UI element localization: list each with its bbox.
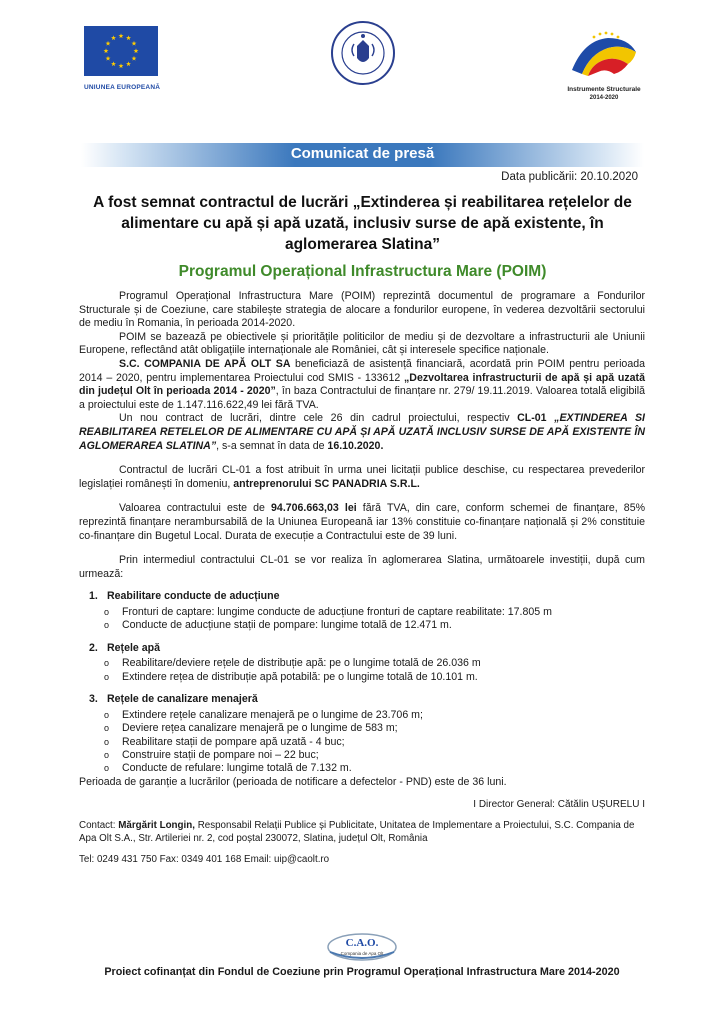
cao-logo-tagline: Compania de Apa Olt <box>340 951 384 956</box>
contract-code: CL-01 <box>517 412 547 425</box>
bullet-icon: o <box>104 620 110 631</box>
paragraph-poim-objectives: POIM se bazează pe obiectivele și prioritățile politicilor de mediu și de dezvoltare a infrastructurii ale Uniunii Europene, reflectând atât obligațiile internaționale ale României, cât și interesele specifice naționale. <box>79 330 645 357</box>
list-item: o Reabilitare/deviere rețele de distribuție apă: pe o lungime totală de 26.036 m <box>104 657 481 670</box>
publication-date: Data publicării: 20.10.2020 <box>501 171 638 183</box>
program-title: Programul Operațional Infrastructura Mare (POIM) <box>178 263 547 280</box>
section-list <box>79 709 645 776</box>
contact-phone: Tel: 0249 431 750 Fax: 0349 401 168 Email: uip@caolt.ro <box>79 853 330 865</box>
cao-logo <box>324 930 400 964</box>
section-list <box>79 657 645 684</box>
contract-text-2: , s-a semnat în data de <box>216 439 328 452</box>
footer: Proiect cofinanțat din Fondul de Coeziune prin Programul Operațional Infrastructura Mare 2014-2020 <box>104 966 620 978</box>
bullet-icon: o <box>104 658 110 669</box>
instrumente-structurale-years: 2014-2020 <box>589 95 619 101</box>
article-body <box>79 290 645 866</box>
project-title: „Dezvoltarea infrastructurii de apă și apă uzată din județul Olt în perioada 2014 - 2020” <box>79 371 645 398</box>
bullet-icon: o <box>104 763 110 774</box>
bullet-icon: o <box>104 723 110 734</box>
list-item: o Conducte de aducțiune stații de pompare: lungime totală de 12.471 m. <box>104 619 452 632</box>
eu-logo-caption: UNIUNEA EUROPEANĂ <box>84 84 161 91</box>
instrumente-structurale-icon <box>562 30 646 86</box>
instrumente-structurale-caption: Instrumente Structurale <box>567 86 641 93</box>
contract-value: 94.706.663,03 lei <box>271 502 357 515</box>
government-seal-icon <box>330 20 396 86</box>
list-item: o Reabilitare stații de pompare apă uzată - 4 buc; <box>104 735 345 748</box>
contractor-text: Contractul de lucrări CL-01 a fost atribuit în urma unei licitații publice deschise, cu respectarea prevederilor legislației românești în domeniu, <box>79 464 645 490</box>
beneficiary-text-2: , în baza Contractului de finanțare nr. 279/ 19.11.2019. Valoarea totală eligibilă a proiectului este de 1.147.116.622,49 lei fără TVA. <box>79 385 646 411</box>
bullet-icon: o <box>104 671 110 682</box>
contact-name: Mărgărit Longin, <box>118 819 195 831</box>
section-heading: 3. Rețele de canalizare menajeră <box>89 693 258 706</box>
eu-flag-icon <box>84 26 158 76</box>
paragraph-new-contract <box>79 412 645 453</box>
bullet-icon: o <box>104 749 110 760</box>
list-item: o Extindere rețea de distribuție apă potabilă: pe o lungime totală de 10.101 m. <box>104 670 478 683</box>
list-item: o Fronturi de captare: lungime conducte de aducțiune fronturi de captare reabilitate: 17.805 m <box>104 605 552 618</box>
list-item: o Extindere rețele canalizare menajeră pe o lungime de 23.706 m; <box>104 708 423 721</box>
eu-logo <box>84 26 161 91</box>
value-text-2: fără TVA, din care, conform schemei de finanțare, 85% reprezintă finanțare nerambursabilă de la Uniunea Europeană iar 13% constituie co-finanțare națională și 2% constituie co-finanțare din Bugetul Local. Durata de execuție a Contractului este de 39 luni. <box>79 502 646 542</box>
bullet-icon: o <box>104 606 110 617</box>
paragraph-contractor <box>79 464 645 491</box>
contract-title: „EXTINDEREA SI REABILITAREA RETELELOR DE ALIMENTARE CU APĂ ȘI APĂ UZATĂ INCLUSIV SURSE DE APĂ EXISTENTE ÎN AGLOMERAREA SLATINA” <box>79 412 645 452</box>
signature: I Director General: Cătălin UȘURELU I <box>473 799 645 811</box>
contract-text-1: Un nou contract de lucrări, dintre cele 26 din cadrul proiectului, respectiv <box>119 412 518 425</box>
paragraph-investments-intro: Prin intermediul contractului CL-01 se vor realiza în aglomerarea Slatina, următoarele investiții, după cum urmează: <box>79 554 645 580</box>
beneficiary-text-1: beneficiază de asistență financiară, acordată prin POIM pentru perioada 2014 – 2020, pentru implementarea Proiectului cod SMIS - 133612 <box>79 357 645 384</box>
instrumente-structurale-logo <box>562 30 646 106</box>
contractor-name: antreprenorului SC PANADRIA S.R.L. <box>233 477 420 490</box>
government-seal <box>330 20 396 86</box>
section-heading: 2. Rețele apă <box>89 641 160 654</box>
list-item: o Conducte de refulare: lungime totală de 7.132 m. <box>104 762 352 775</box>
bullet-icon: o <box>104 736 110 747</box>
company-name: S.C. COMPANIA DE APĂ OLT SA <box>119 357 291 370</box>
value-text-1: Valoarea contractului este de <box>119 502 272 515</box>
warranty-text: Perioada de garanție a lucrărilor (perioada de notificare a defectelor - PND) este de 36 luni. <box>79 775 507 788</box>
cao-logo-icon <box>324 930 400 964</box>
press-release-banner <box>81 143 644 167</box>
cao-logo-letters: C.A.O. <box>345 937 379 949</box>
paragraph-poim-intro: Programul Operațional Infrastructura Mare (POIM) reprezintă documentul de programare a Fondurilor Structurale și de Coeziune, care stabilește strategia de alocare a fondurilor europene, în vederea dezvoltării sectorului de mediu în Romania, în perioada 2014-2020. <box>79 290 645 330</box>
headline: A fost semnat contractul de lucrări „Extinderea și reabilitarea rețelelor de alimentare cu apă și apă uzată, inclusiv surse de apă existente, în aglomerarea Slatina” <box>93 194 632 253</box>
paragraph-contract-value <box>79 502 645 543</box>
paragraph-beneficiary <box>79 358 645 412</box>
list-item: o Construire stații de pompare noi – 22 buc; <box>104 748 319 761</box>
section-list <box>79 606 645 633</box>
contract-signing-date: 16.10.2020. <box>327 439 384 452</box>
list-item: o Deviere rețea canalizare menajeră pe o lungime de 583 m; <box>104 722 398 735</box>
contact-info: Contact: Mărgărit Longin, Responsabil Relații Publice și Publicitate, Unitatea de Implementare a Proiectului, S.C. Compania de Apa Olt S.A., Str. Artileriei nr. 2, cod poștal 230072, Slatina, județul Olt, România <box>79 819 635 844</box>
banner-title: Comunicat de presă <box>290 145 435 162</box>
section-heading: 1. Reabilitare conducte de aducțiune <box>89 590 280 603</box>
bullet-icon: o <box>104 709 110 720</box>
